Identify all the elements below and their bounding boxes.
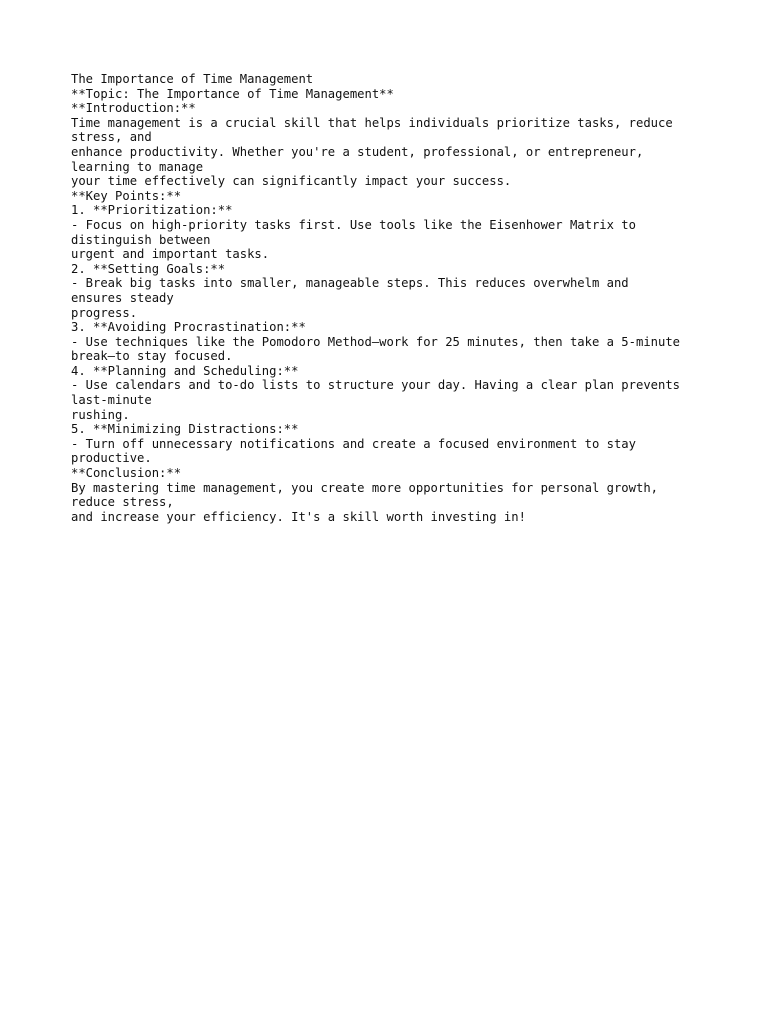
point-2-heading: 2. **Setting Goals:** [71, 261, 226, 276]
document-page [71, 72, 711, 524]
point-4-text-line: last-minute [71, 393, 152, 408]
topic-line: **Topic: The Importance of Time Management** [71, 86, 394, 101]
point-3-heading: 3. **Avoiding Procrastination:** [71, 320, 306, 335]
point-3-text-line: break—to stay focused. [71, 349, 233, 364]
key-points-heading: **Key Points:** [71, 188, 182, 203]
introduction-text-line: enhance productivity. Whether you're a student, professional, or entrepreneur, [71, 144, 644, 159]
point-2-text-line: - Break big tasks into smaller, manageable steps. This reduces overwhelm and [71, 276, 629, 291]
introduction-text-line: your time effectively can significantly impact your success. [71, 174, 512, 189]
point-1-text-line: - Focus on high-priority tasks first. Use tools like the Eisenhower Matrix to [71, 217, 636, 232]
point-1-text-line: urgent and important tasks. [71, 247, 270, 262]
point-3-text-line: - Use techniques like the Pomodoro Method—work for 25 minutes, then take a 5-minute [71, 334, 681, 349]
point-4-text-line: - Use calendars and to-do lists to structure your day. Having a clear plan prevents [71, 378, 681, 393]
introduction-text-line: learning to manage [71, 159, 204, 174]
point-2-text-line: ensures steady [71, 290, 174, 305]
conclusion-text-line: By mastering time management, you create more opportunities for personal growth, [71, 480, 658, 495]
point-2-text-line: progress. [71, 305, 138, 320]
introduction-heading: **Introduction:** [71, 101, 196, 116]
conclusion-text-line: and increase your efficiency. It's a skill worth investing in! [71, 509, 526, 524]
point-5-heading: 5. **Minimizing Distractions:** [71, 422, 299, 437]
point-1-text-line: distinguish between [71, 232, 211, 247]
document-title: The Importance of Time Management [71, 72, 314, 86]
point-4-heading: 4. **Planning and Scheduling:** [71, 363, 299, 378]
point-4-text-line: rushing. [71, 407, 130, 422]
introduction-text-line: stress, and [71, 130, 152, 145]
conclusion-heading: **Conclusion:** [71, 466, 182, 481]
conclusion-text-line: reduce stress, [71, 495, 174, 510]
point-1-heading: 1. **Prioritization:** [71, 203, 233, 218]
point-5-text-line: - Turn off unnecessary notifications and create a focused environment to stay [71, 436, 636, 451]
introduction-text-line: Time management is a crucial skill that helps individuals prioritize tasks, reduce [71, 115, 673, 130]
point-5-text-line: productive. [71, 451, 152, 466]
